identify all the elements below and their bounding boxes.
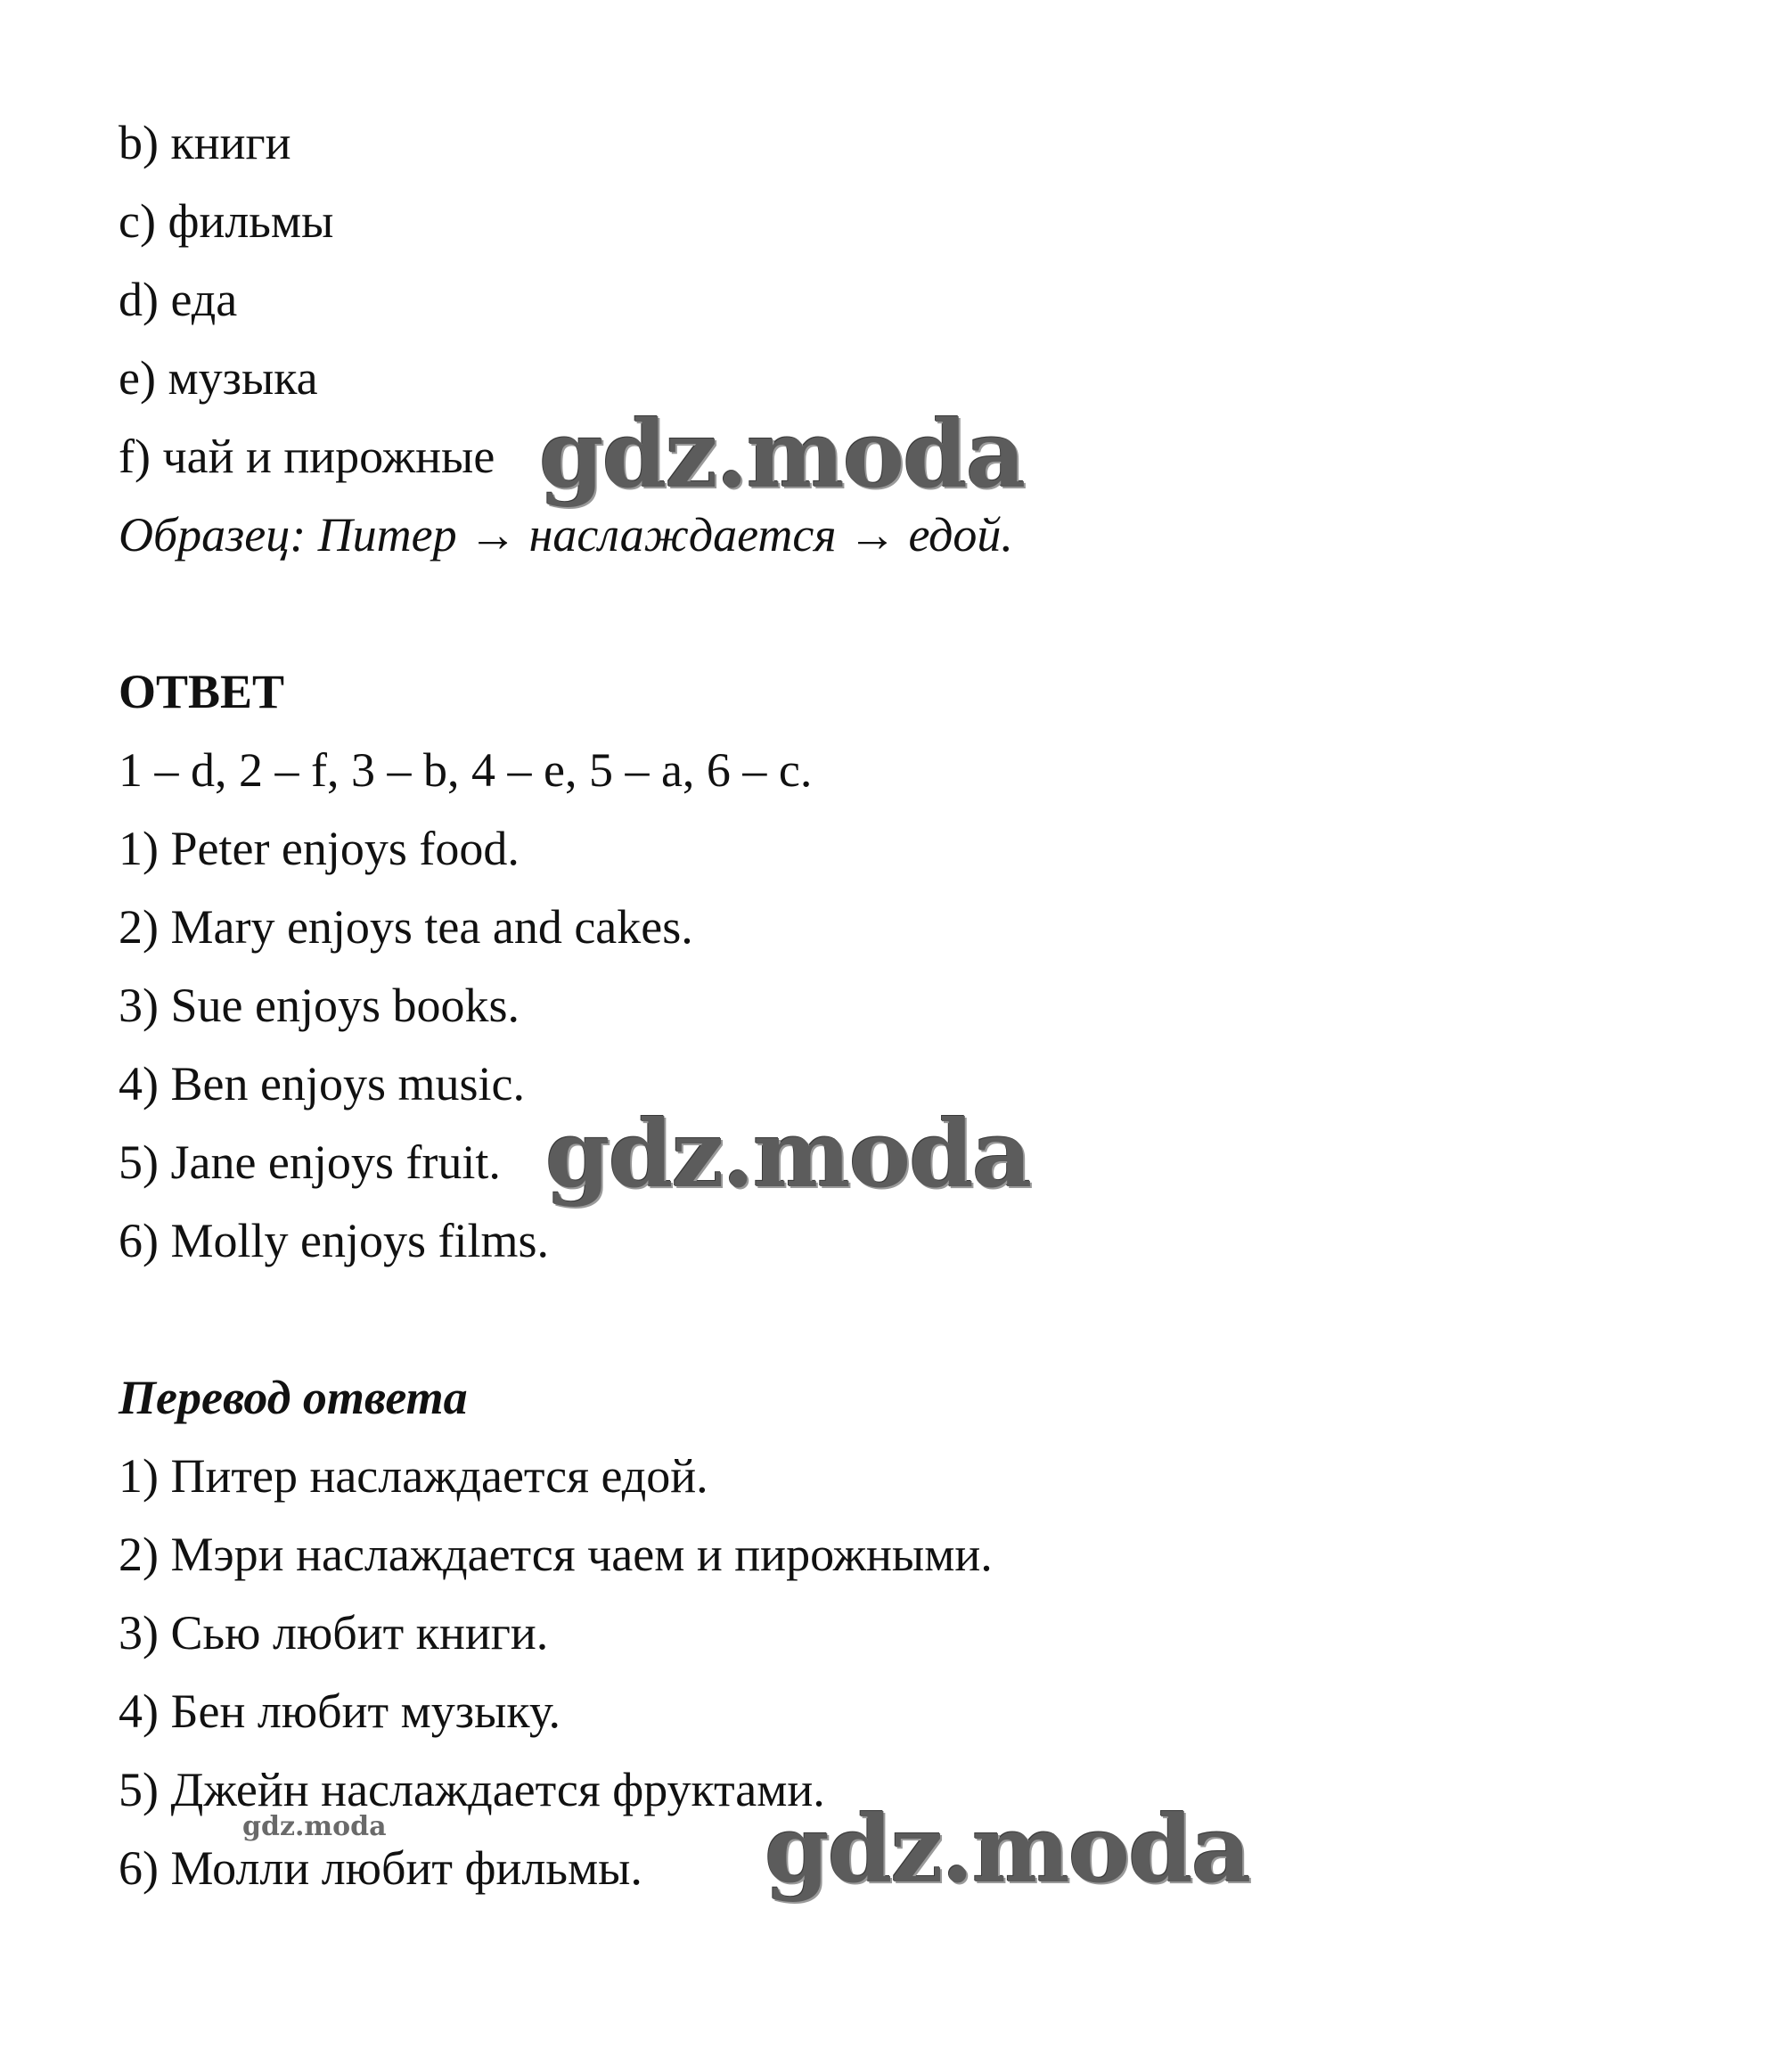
translation-line: 3) Сью любит книги. [119,1606,549,1660]
answer-line: 5) Jane enjoys fruit. [119,1135,501,1189]
answer-line: 3) Sue enjoys books. [119,979,520,1032]
example-text: Образец: Питер → наслаждается → едой. [119,508,1013,561]
translation-line: 2) Мэри наслаждается чаем и пирожными. [119,1528,993,1581]
option-item: b) книги [119,116,291,169]
translation-line: 5) Джейн наслаждается фруктами. [119,1763,825,1816]
translation-line: 4) Бен любит музыку. [119,1684,561,1738]
watermark-logo: gdz.moda [539,399,1025,509]
answer-key: 1 – d, 2 – f, 3 – b, 4 – e, 5 – a, 6 – c. [119,743,813,797]
answer-line: 1) Peter enjoys food. [119,822,520,875]
translation-line: 6) Молли любит фильмы. [119,1841,642,1895]
option-item: f) чай и пирожные [119,430,495,483]
option-item: d) еда [119,273,238,326]
watermark-logo-small: gdz.moda [242,1811,387,1842]
answer-heading: ОТВЕТ [119,665,285,718]
option-item: e) музыка [119,351,318,405]
option-item: c) фильмы [119,194,334,248]
translation-line: 1) Питер наслаждается едой. [119,1449,708,1503]
answer-line: 2) Mary enjoys tea and cakes. [119,900,693,954]
answer-line: 6) Molly enjoys films. [119,1214,549,1267]
answer-line: 4) Ben enjoys music. [119,1057,525,1111]
watermark-logo: gdz.moda [545,1099,1031,1209]
translation-heading: Перевод ответа [119,1371,468,1424]
watermark-logo: gdz.moda [765,1794,1250,1904]
